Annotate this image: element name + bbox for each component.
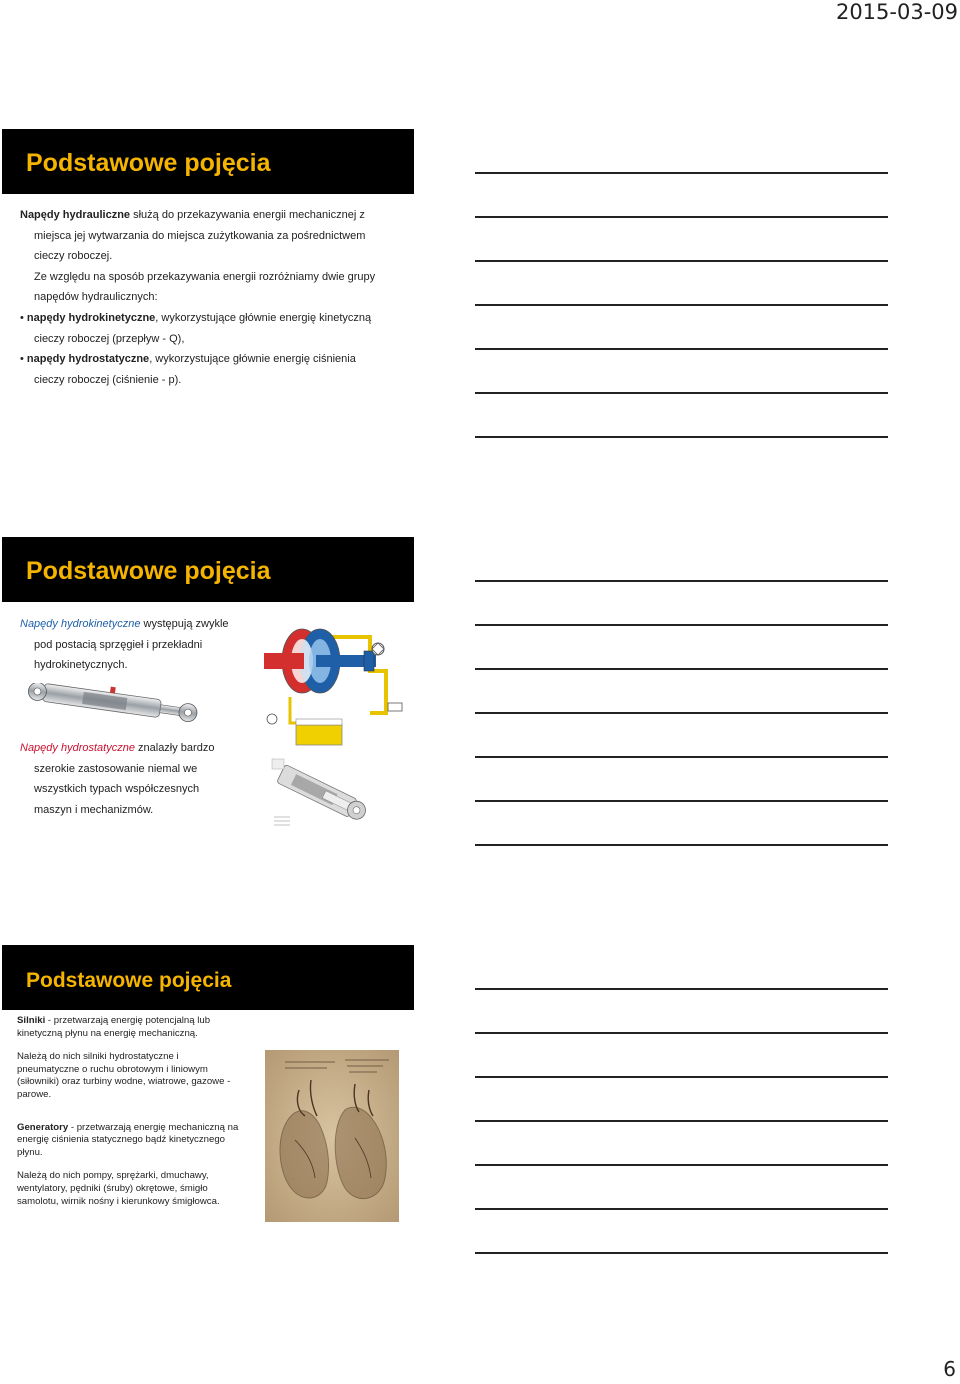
note-line (475, 304, 888, 306)
note-line (475, 392, 888, 394)
note-line (475, 1076, 888, 1078)
note-line (475, 844, 888, 846)
note-line (475, 668, 888, 670)
note-line (475, 1032, 888, 1034)
slide-2-p1: Napędy hydrokinetyczne występują zwykle pod postacią sprzęgieł i przekładni hydrokinetycznych. (20, 618, 229, 672)
slide-1-p2: Ze względu na sposób przekazywania energii rozróżniamy dwie grupy (34, 270, 376, 283)
slide-3-p1: Silniki - przetwarzają energię potencjalną lub (17, 1015, 211, 1026)
cylinder-cutaway-icon (268, 755, 374, 833)
note-line (475, 1208, 888, 1210)
note-line (475, 260, 888, 262)
slide-3 (2, 945, 414, 1245)
note-line (475, 580, 888, 582)
note-line (475, 436, 888, 438)
note-line (475, 712, 888, 714)
slide-3-body: Silniki - przetwarzają energię potencjalną lub kinetyczną płynu na energię mechaniczną. Należą do nich silniki hydrostatyczne i pneumatyczne o ruchu obrotowym i liniowym (siłowniki) oraz turbiny wodne, wiatrowe, gazowe - parowe. Generatory - przetwarzają energię mechaniczną na energię ciśnienia statycznego bądź kinetycznego płynu. Należą do nich pompy, sprężarki, dmuchawy, wentylatory, pędniki (śruby) okrętowe, śmigło samolotu, wirnik nośny i kierunkowy śmigłowca. (17, 1015, 263, 1208)
slide-3-p2: Należą do nich silniki hydrostatyczne i (17, 1051, 179, 1063)
slide-2-header (2, 537, 414, 602)
note-line (475, 216, 888, 218)
note-line (475, 172, 888, 174)
slide-3-title: Podstawowe pojęcia (26, 969, 232, 992)
hydraulic-cylinder-icon (22, 683, 202, 731)
slide-1-p1: Napędy hydrauliczne służą do przekazywania energii mechanicznej z (20, 209, 365, 221)
note-line (475, 1164, 888, 1166)
slide-1-title: Podstawowe pojęcia (26, 149, 271, 177)
note-line (475, 988, 888, 990)
slide-3-header (2, 945, 414, 1010)
slide-1-bullet-2: • napędy hydrostatyczne, wykorzystujące głównie energię ciśnienia (20, 353, 356, 366)
note-line (475, 624, 888, 626)
slide-2-title: Podstawowe pojęcia (26, 557, 271, 585)
fluid-coupling-diagram-icon (260, 615, 406, 747)
slide-2-p2: Napędy hydrostatyczne znalazły bardzo szerokie zastosowanie niemal we wszystkich typach współczesnych maszyn i mechanizmów. (20, 742, 215, 816)
slide-1 (2, 129, 414, 429)
page-date: 2015-03-09 (835, 0, 958, 24)
note-line (475, 348, 888, 350)
page-number: 6 (943, 1357, 956, 1381)
note-line (475, 1120, 888, 1122)
note-line (475, 1252, 888, 1254)
slide-3-p4: Należą do nich pompy, sprężarki, dmuchawy, (17, 1170, 209, 1182)
slide-2 (2, 537, 414, 837)
anatomical-sketch-icon (265, 1050, 399, 1222)
slide-1-body: Napędy hydrauliczne służą do przekazywania energii mechanicznej z miejsca jej wytwarzania do miejsca zużytkowania za pośrednictwem cieczy roboczej. Ze względu na sposób przekazywania energii rozróżniamy dwie grupy napędów hydraulicznych: • napędy hydrokinetyczne, wykorzystujące głównie energię kinetyczną cieczy roboczej (przepływ - Q), • napędy hydrostatyczne, wykorzystujące głównie energię ciśnienia cieczy roboczej (ciśnienie - p). (20, 205, 405, 390)
slide-3-p3: Generatory - przetwarzają energię mechaniczną na (17, 1121, 239, 1133)
note-line (475, 756, 888, 758)
slide-1-bullet-1: • napędy hydrokinetyczne, wykorzystujące głównie energię kinetyczną (20, 311, 372, 324)
slide-1-header (2, 129, 414, 194)
note-line (475, 800, 888, 802)
